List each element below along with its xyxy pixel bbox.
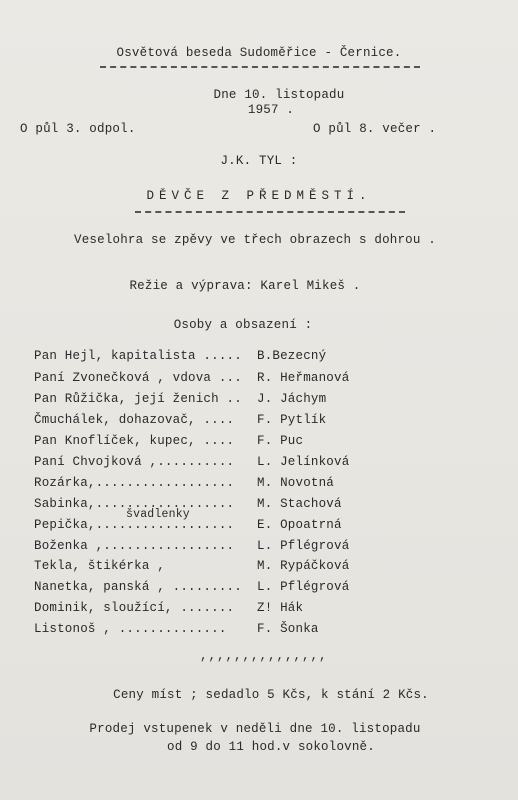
role-name: Sabinka,..................	[34, 497, 235, 511]
direction-line: Režie a výprava: Karel Mikeš .	[129, 279, 361, 293]
actor-name: L. Pflégrová	[257, 539, 350, 553]
ticket-sale-line-2: od 9 do 11 hod.v sokolovně.	[167, 740, 375, 754]
role-name: Pan Růžička, její ženich ..	[34, 392, 242, 406]
ticket-prices: Ceny míst ; sedadlo 5 Kčs, k stání 2 Kčs.	[113, 688, 429, 702]
genre-line: Veselohra se zpěvy ve třech obrazech s dohrou .	[74, 233, 436, 247]
cast-row	[34, 371, 242, 385]
cast-row	[34, 559, 165, 573]
role-name: Rozárka,..................	[34, 476, 235, 490]
group-note-seamstresses: švadlenky	[126, 508, 190, 521]
actor-name: L. Pflégrová	[257, 580, 350, 594]
role-name: Pan Knoflíček, kupec, ....	[34, 434, 235, 448]
actor-name: J. Jáchym	[257, 392, 327, 406]
cast-row	[34, 622, 227, 636]
role-name: Pan Hejl, kapitalista .....	[34, 349, 242, 363]
cast-row	[34, 518, 234, 532]
role-name: Čmuchálek, dohazovač, ....	[34, 413, 235, 427]
role-name: Boženka ,.................	[34, 539, 235, 553]
afternoon-time: O půl 3. odpol.	[20, 122, 136, 136]
actor-name: M. Stachová	[257, 497, 342, 511]
role-name: Nanetka, panská , .........	[34, 580, 242, 594]
actor-name: M. Rypáčková	[257, 559, 350, 573]
actor-name: F. Šonka	[257, 622, 319, 636]
typed-separator: ,,,,,,,,,,,,,,,	[200, 649, 328, 663]
ticket-sale-line-1: Prodej vstupenek v neděli dne 10. listopadu	[89, 722, 421, 736]
cast-row	[34, 601, 234, 615]
cast-row	[34, 392, 242, 406]
role-name: Tekla, štikérka ,	[34, 559, 165, 573]
cast-row	[34, 580, 242, 594]
role-name: Paní Chvojková ,..........	[34, 455, 235, 469]
actor-name: B.Bezecný	[257, 349, 327, 363]
cast-row	[34, 476, 234, 490]
actor-name: F. Puc	[257, 434, 304, 448]
actor-name: F. Pytlík	[257, 413, 327, 427]
cast-row	[34, 434, 234, 448]
cast-row	[34, 413, 234, 427]
title-underline	[135, 211, 405, 213]
cast-heading: Osoby a obsazení :	[173, 318, 313, 332]
organization-heading: Osvětová beseda Sudoměřice - Černice.	[116, 46, 402, 60]
role-name: Paní Zvonečková , vdova ...	[34, 371, 242, 385]
actor-name: L. Jelínková	[257, 455, 350, 469]
cast-row	[34, 349, 242, 363]
actor-name: R. Heřmanová	[257, 371, 350, 385]
performance-date: Dne 10. listopadu	[213, 88, 345, 102]
play-title: DĚVČE Z PŘEDMĚSTÍ.	[146, 189, 372, 203]
heading-underline	[100, 66, 420, 68]
actor-name: Z! Hák	[257, 601, 304, 615]
actor-name: E. Opoatrná	[257, 518, 342, 532]
cast-row	[34, 539, 234, 553]
author-line: J.K. TYL :	[220, 154, 298, 168]
role-name: Listonoš , ..............	[34, 622, 227, 636]
evening-time: O půl 8. večer .	[313, 122, 437, 136]
role-name: Dominik, sloužící, .......	[34, 601, 235, 615]
role-name: Pepička,..................	[34, 518, 235, 532]
cast-row	[34, 455, 234, 469]
performance-year: 1957 .	[247, 103, 295, 117]
actor-name: M. Novotná	[257, 476, 335, 490]
